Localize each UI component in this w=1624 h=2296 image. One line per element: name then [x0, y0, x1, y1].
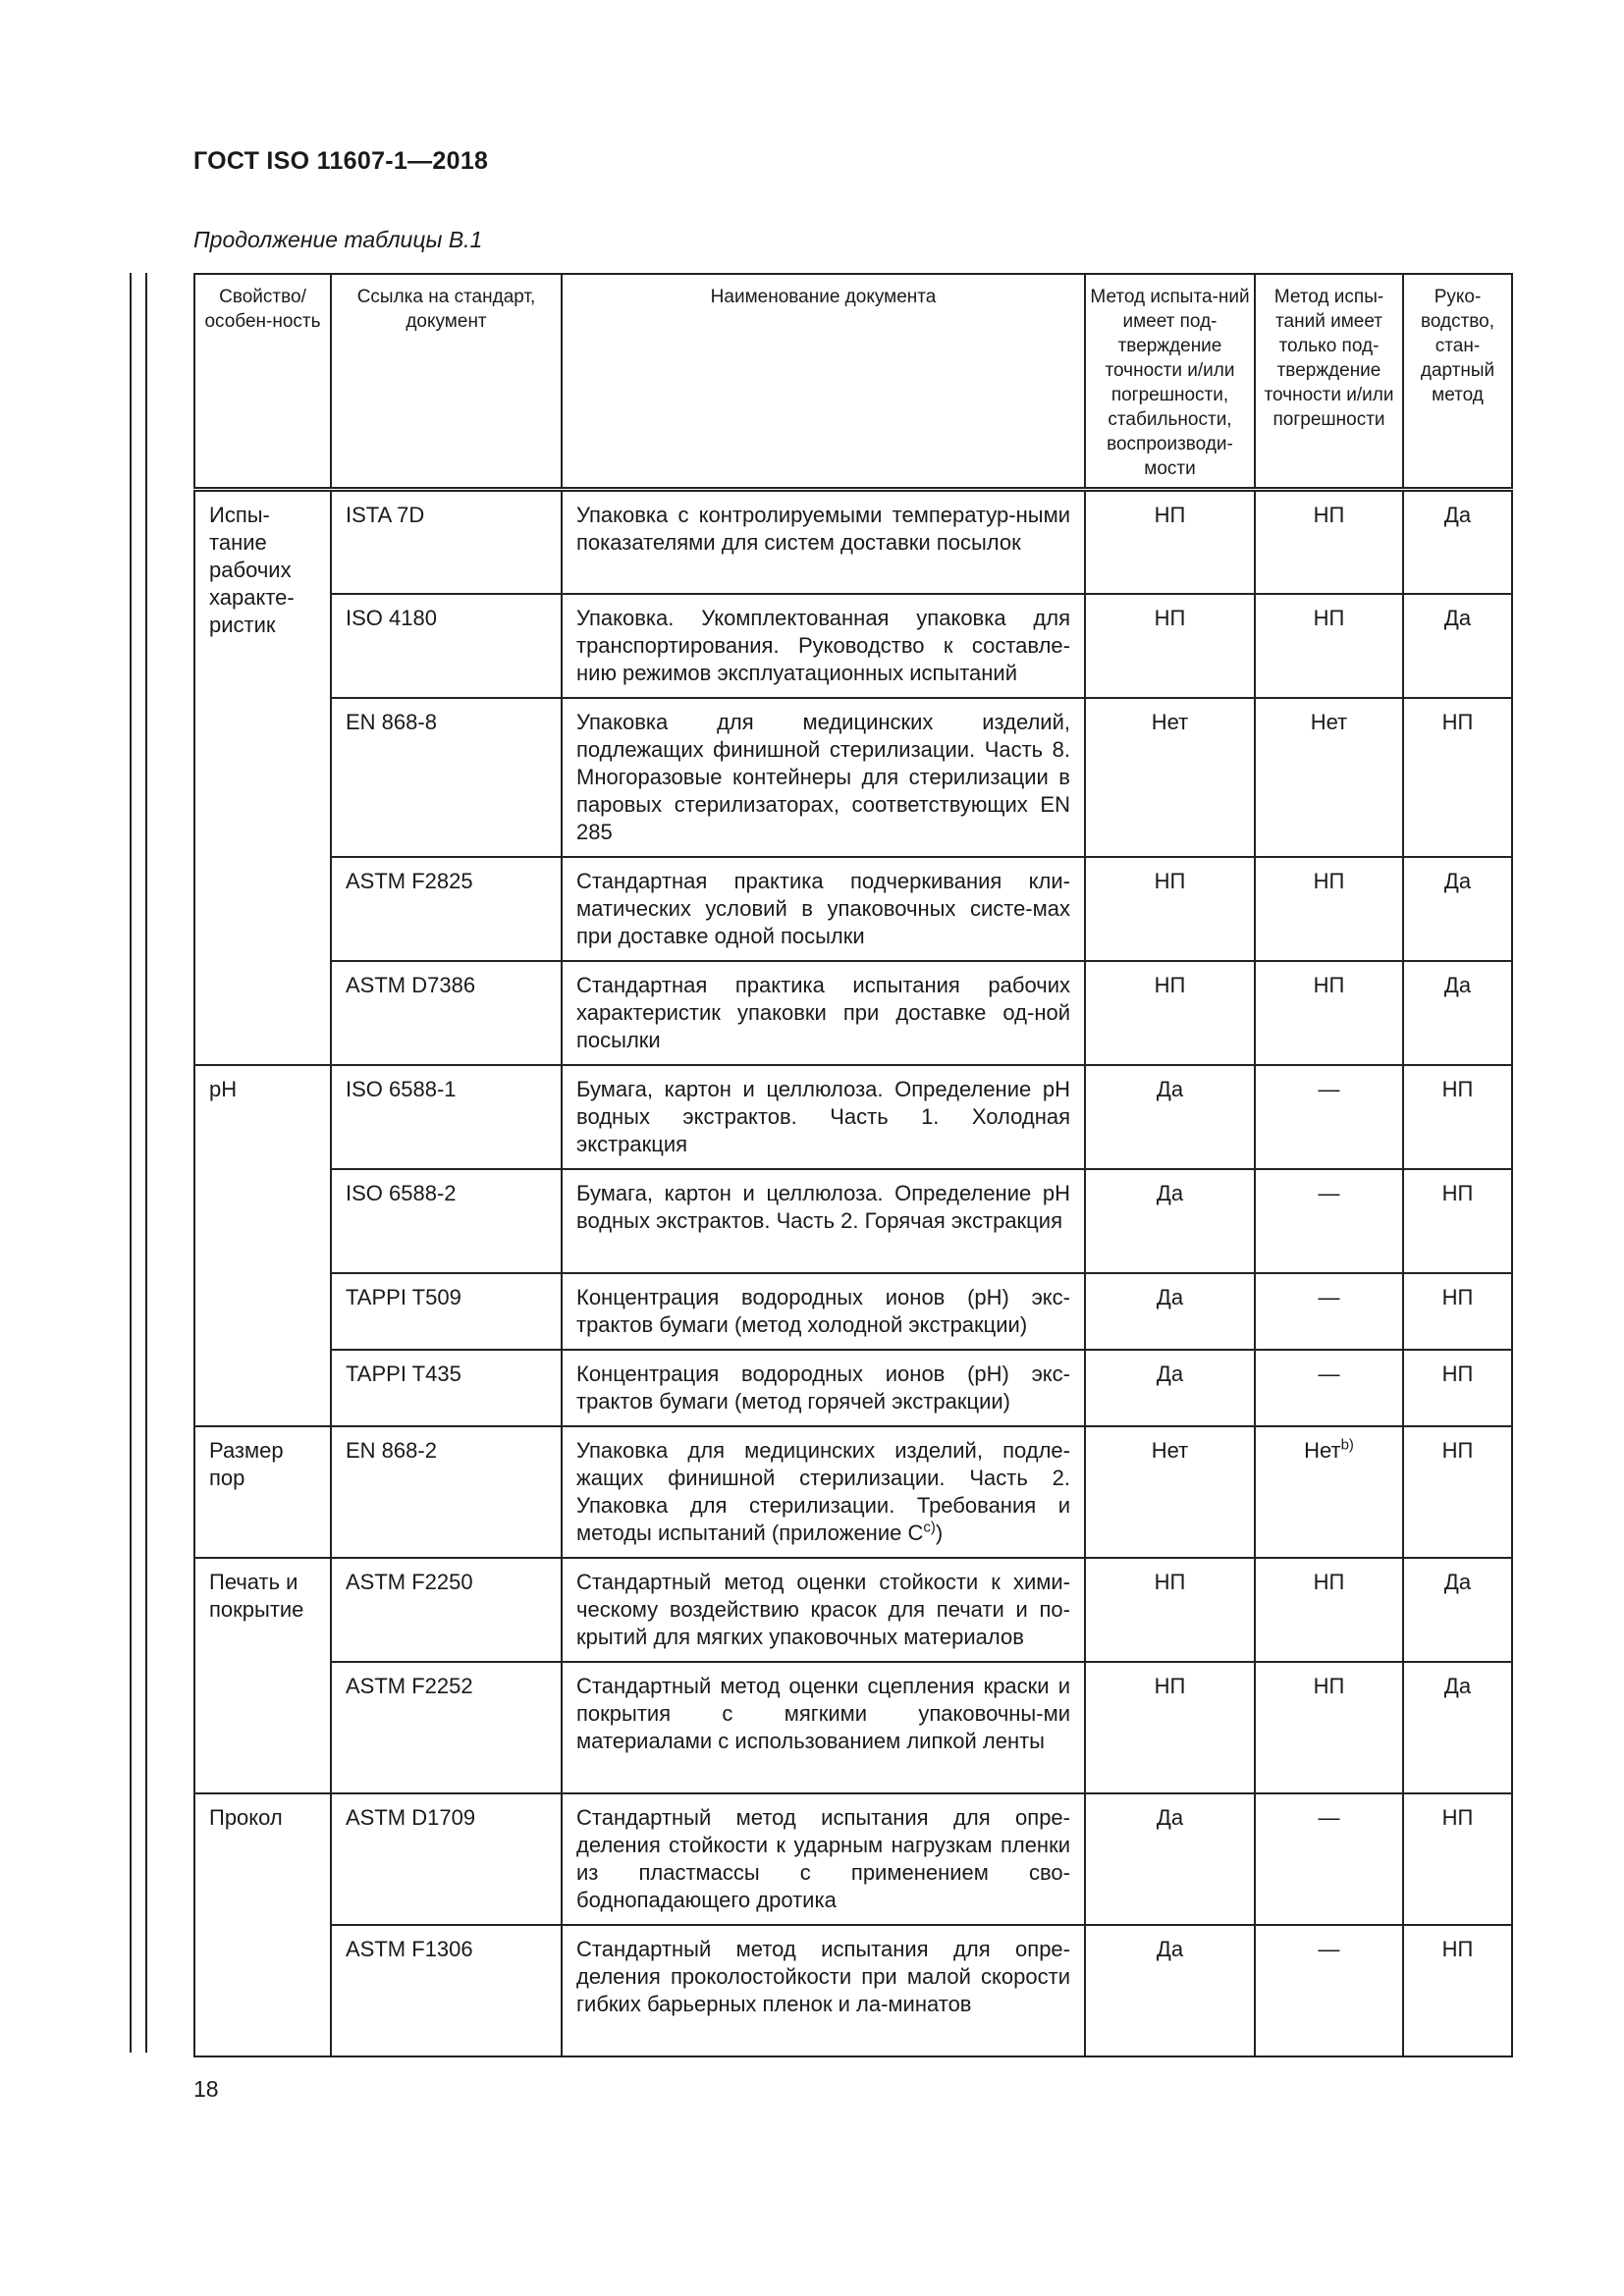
value-cell: —	[1255, 1793, 1403, 1925]
reference-cell: TAPPI T509	[331, 1273, 562, 1350]
table-row	[194, 857, 1512, 961]
reference-cell: ASTM F2250	[331, 1558, 562, 1662]
value-cell: НП	[1403, 698, 1512, 857]
table-row	[194, 1558, 1512, 1662]
document-name-cell: Концентрация водородных ионов (pH) экс-трактов бумаги (метод горячей экстракции)	[562, 1350, 1085, 1426]
document-name-cell: Стандартный метод оценки стойкости к хими-ческому воздействию красок для печати и по-крытий для мягких упаковочных материалов	[562, 1558, 1085, 1662]
value-cell: Да	[1085, 1350, 1255, 1426]
value-cell: Да	[1085, 1793, 1255, 1925]
value-cell: НП	[1085, 857, 1255, 961]
value-cell: Да	[1403, 594, 1512, 698]
document-name-cell: Упаковка с контролируемыми температур-ными показателями для систем доставки посылок	[562, 490, 1085, 594]
table-row	[194, 1662, 1512, 1793]
value-cell: —	[1255, 1350, 1403, 1426]
value-cell: Да	[1085, 1065, 1255, 1169]
document-name-cell: Стандартный метод оценки сцепления краски и покрытия с мягкими упаковочны-ми материалами с использованием липкой ленты	[562, 1662, 1085, 1793]
table-row	[194, 594, 1512, 698]
value-cell: Нет	[1255, 698, 1403, 857]
column-header-property: Свойство/ особен-ность	[194, 274, 331, 490]
value-cell: Да	[1403, 1662, 1512, 1793]
table-continuation-caption: Продолжение таблицы В.1	[193, 227, 483, 252]
property-cell: Испы-тание рабочих характе-ристик	[194, 490, 331, 1065]
table-row	[194, 1169, 1512, 1273]
value-cell: НП	[1085, 1662, 1255, 1793]
document-name-text: Упаковка для медицинских изделий, подле-жащих финишной стерилизации. Часть 2. Упаковка для стерилизации. Требования и методы испытаний (приложение С	[576, 1437, 1070, 1545]
value-cell: НП	[1085, 961, 1255, 1065]
reference-cell: TAPPI T435	[331, 1350, 562, 1426]
value-cell: НП	[1255, 857, 1403, 961]
value-cell: Нет	[1085, 698, 1255, 857]
document-name-cell: Упаковка для медицинских изделий, подлежащих финишной стерилизации. Часть 8. Многоразовые контейнеры для стерилизации в паровых стерилизаторах, соответствующих EN 285	[562, 698, 1085, 857]
page-number: 18	[193, 2076, 219, 2102]
value-cell: Да	[1403, 857, 1512, 961]
value-cell: Да	[1085, 1169, 1255, 1273]
value-cell: НП	[1085, 1558, 1255, 1662]
reference-cell: ISO 6588-2	[331, 1169, 562, 1273]
column-header-document-name: Наименование документа	[562, 274, 1085, 490]
table-row	[194, 1925, 1512, 2056]
table-row	[194, 490, 1512, 594]
document-name-cell: Бумага, картон и целлюлоза. Определение pH водных экстрактов. Часть 2. Горячая экстракция	[562, 1169, 1085, 1273]
value-cell: НП	[1085, 490, 1255, 594]
reference-cell: ASTM D7386	[331, 961, 562, 1065]
margin-revision-line-outer	[130, 273, 132, 2053]
value-cell: НП	[1255, 1662, 1403, 1793]
reference-cell: ISO 4180	[331, 594, 562, 698]
column-header-accuracy-only: Метод испы-таний имеет только под-тверждение точности и/или погрешности	[1255, 274, 1403, 490]
column-header-reference: Ссылка на стандарт, документ	[331, 274, 562, 490]
value-cell: НП	[1255, 961, 1403, 1065]
value-cell: —	[1255, 1273, 1403, 1350]
property-cell: Печать и покрытие	[194, 1558, 331, 1793]
value-cell: НП	[1255, 490, 1403, 594]
value-cell: —	[1255, 1065, 1403, 1169]
table-row	[194, 1273, 1512, 1350]
value-cell: НП	[1085, 594, 1255, 698]
value-cell: Да	[1403, 1558, 1512, 1662]
value-cell: Да	[1085, 1273, 1255, 1350]
column-header-guidance: Руко-водство, стан-дартный метод	[1403, 274, 1512, 490]
table-row	[194, 1350, 1512, 1426]
document-name-cell	[562, 1426, 1085, 1558]
value-cell: НП	[1403, 1426, 1512, 1558]
value-cell: Нет	[1085, 1426, 1255, 1558]
column-header-full-validation: Метод испыта-ний имеет под-тверждение точности и/или погрешности, стабильности, воспроизводи-мости	[1085, 274, 1255, 490]
value-cell: Да	[1403, 961, 1512, 1065]
reference-cell: EN 868-2	[331, 1426, 562, 1558]
document-name-cell: Стандартная практика испытания рабочих характеристик упаковки при доставке од-ной посылки	[562, 961, 1085, 1065]
table-header-row	[194, 274, 1512, 490]
margin-revision-line-inner	[145, 273, 147, 2053]
value-cell: НП	[1403, 1273, 1512, 1350]
reference-cell: ISO 6588-1	[331, 1065, 562, 1169]
value-cell: НП	[1403, 1793, 1512, 1925]
footnote-mark: с)	[923, 1519, 936, 1536]
reference-cell: ASTM F1306	[331, 1925, 562, 2056]
property-cell: Прокол	[194, 1793, 331, 2056]
table-row	[194, 1065, 1512, 1169]
value-cell: НП	[1255, 1558, 1403, 1662]
document-name-cell: Упаковка. Укомплектованная упаковка для транспортирования. Руководство к составле-нию режимов эксплуатационных испытаний	[562, 594, 1085, 698]
value-text: Нет	[1304, 1437, 1341, 1463]
document-name-cell: Стандартная практика подчеркивания кли-матических условий в упаковочных систе-мах при доставке одной посылки	[562, 857, 1085, 961]
value-cell: НП	[1255, 594, 1403, 698]
document-name-cell: Стандартный метод испытания для опре-деления стойкости к ударным нагрузкам пленки из пластмассы с применением сво-боднопадающего дротика	[562, 1793, 1085, 1925]
value-cell: Да	[1403, 490, 1512, 594]
document-name-cell: Бумага, картон и целлюлоза. Определение pH водных экстрактов. Часть 1. Холодная экстракция	[562, 1065, 1085, 1169]
table-row	[194, 1426, 1512, 1558]
value-cell	[1255, 1426, 1403, 1558]
document-title: ГОСТ ISO 11607-1—2018	[193, 147, 489, 175]
reference-cell: ISTA 7D	[331, 490, 562, 594]
document-name-cell: Стандартный метод испытания для опре-деления проколостойкости при малой скорости гибких барьерных пленок и ла-минатов	[562, 1925, 1085, 2056]
footnote-mark: b)	[1340, 1436, 1354, 1454]
value-cell: Да	[1085, 1925, 1255, 2056]
value-cell: —	[1255, 1169, 1403, 1273]
property-cell: Размер пор	[194, 1426, 331, 1558]
reference-cell: ASTM F2252	[331, 1662, 562, 1793]
value-cell: НП	[1403, 1169, 1512, 1273]
value-cell: НП	[1403, 1065, 1512, 1169]
standards-table	[193, 273, 1513, 2057]
table-row	[194, 961, 1512, 1065]
table-row	[194, 698, 1512, 857]
reference-cell: ASTM F2825	[331, 857, 562, 961]
document-name-cell: Концентрация водородных ионов (pH) экс-трактов бумаги (метод холодной экстракции)	[562, 1273, 1085, 1350]
value-cell: —	[1255, 1925, 1403, 2056]
document-name-tail: )	[935, 1520, 944, 1545]
reference-cell: EN 868-8	[331, 698, 562, 857]
table-row	[194, 1793, 1512, 1925]
value-cell: НП	[1403, 1925, 1512, 2056]
value-cell: НП	[1403, 1350, 1512, 1426]
reference-cell: ASTM D1709	[331, 1793, 562, 1925]
property-cell: pH	[194, 1065, 331, 1426]
